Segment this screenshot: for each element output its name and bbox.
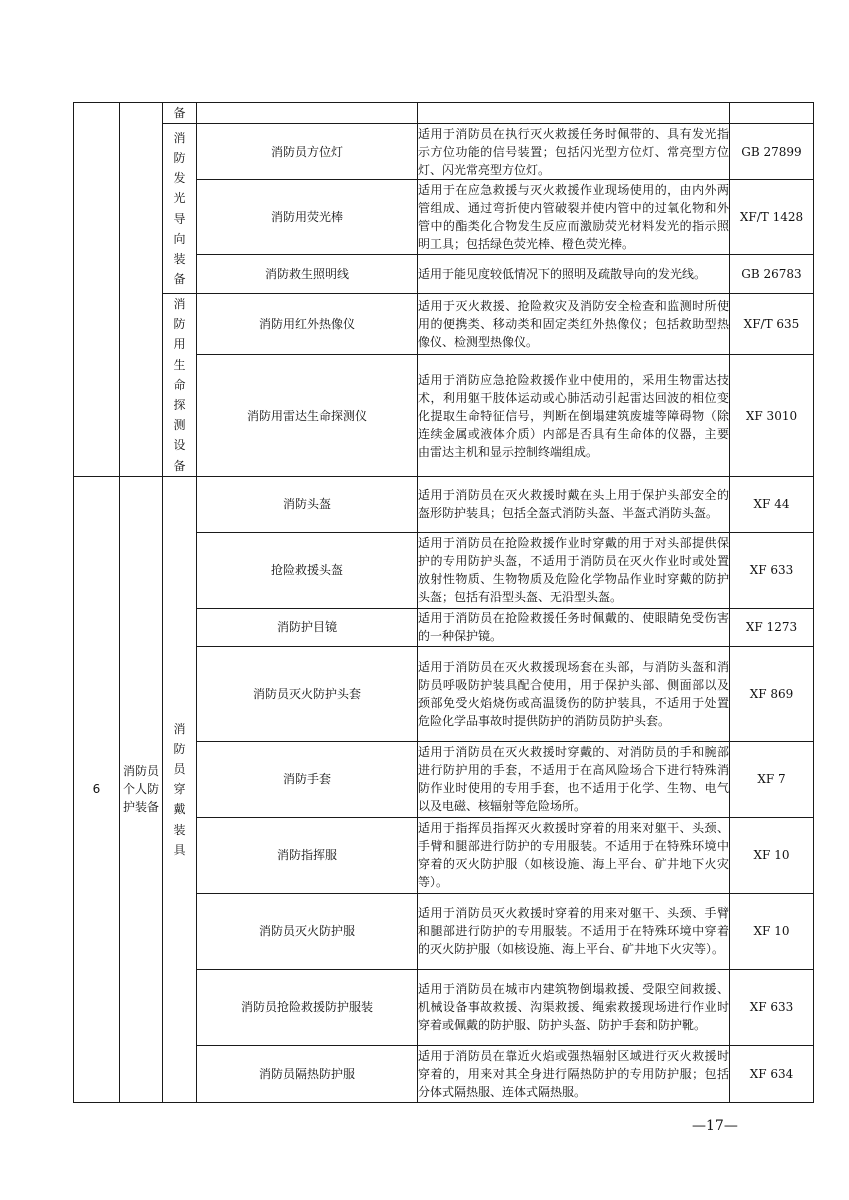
item-name: 消防护目镜	[197, 608, 418, 646]
item-name: 消防头盔	[197, 476, 418, 532]
standard-code: GB 27899	[730, 124, 814, 180]
item-name: 消防救生照明线	[197, 255, 418, 294]
item-name: 消防手套	[197, 741, 418, 817]
item-description: 适用于消防员在执行灭火救援任务时佩带的、具有发光指示方位功能的信号装置；包括闪光型方位灯、常亮型方位灯、闪光常亮型方位灯。	[418, 124, 730, 180]
subcategory-fragment: 备	[163, 103, 197, 124]
item-name: 抢险救援头盔	[197, 532, 418, 608]
item-description: 适用于消防员在灭火救援时穿戴的、对消防员的手和腕部进行防护用的手套，不适用于在高风险场合下进行特殊消防作业时使用的专用手套，也不适用于化学、生物、电气以及电磁、核辐射等危险场所。	[418, 741, 730, 817]
item-description: 适用于消防员在城市内建筑物倒塌救援、受限空间救援、机械设备事故救援、沟渠救援、绳索救援现场进行作业时穿着或佩戴的防护服、防护头盔、防护手套和防护靴。	[418, 969, 730, 1045]
item-description: 适用于在应急救援与灭火救援作业现场使用的，由内外两管组成、通过弯折使内管破裂并使内管中的过氧化物和外管中的酯类化合物发生反应而激励荧光材料发光的指示照明工具；包括绿色荧光棒、橙色荧光棒。	[418, 180, 730, 255]
item-name: 消防员抢险救援防护服装	[197, 969, 418, 1045]
standard-code: XF/T 1428	[730, 180, 814, 255]
item-description: 适用于消防员灭火救援时穿着的用来对躯干、头颈、手臂和腿部进行防护的专用服装。不适用于在特殊环境中穿着的灭火防护服（如核设施、海上平台、矿井地下火灾等）。	[418, 893, 730, 969]
item-description: 适用于消防员在抢险救援作业时穿戴的用于对头部提供保护的专用防护头盔，不适用于消防员在灭火作业时或处置放射性物质、生物物质及危险化学物品作业时穿戴的防护头盔；包括有沿型头盔、无沿型头盔。	[418, 532, 730, 608]
section-number: 6	[74, 476, 120, 1102]
standard-code: XF 1273	[730, 608, 814, 646]
standard-code: XF 633	[730, 969, 814, 1045]
subcategory-cell: 消防发光导向装备	[163, 124, 197, 294]
table-row	[74, 124, 814, 180]
table-row	[74, 476, 814, 532]
item-description: 适用于消防应急抢险救援作业中使用的，采用生物雷达技术，利用躯干肢体运动或心肺活动引起雷达回波的相位变化提取生命特征信号，判断在倒塌建筑废墟等障碍物（除连续金属或液体介质）内部是否具有生命体的仪器，主要由雷达主机和显示控制终端组成。	[418, 355, 730, 477]
empty-cell	[730, 103, 814, 124]
standard-code: XF 10	[730, 893, 814, 969]
item-name: 消防用雷达生命探测仪	[197, 355, 418, 477]
standard-code: XF 869	[730, 646, 814, 741]
equipment-standards-table	[73, 102, 814, 1103]
item-name: 消防员灭火防护服	[197, 893, 418, 969]
standard-code: XF/T 635	[730, 294, 814, 355]
category-cell-blank	[120, 103, 163, 477]
standard-code: XF 7	[730, 741, 814, 817]
item-name: 消防用荧光棒	[197, 180, 418, 255]
standard-code: XF 10	[730, 817, 814, 893]
subcategory-cell: 消防用生命探测设备	[163, 294, 197, 477]
standard-code: XF 634	[730, 1045, 814, 1102]
standard-code: XF 633	[730, 532, 814, 608]
empty-cell	[418, 103, 730, 124]
empty-cell	[197, 103, 418, 124]
item-description: 适用于消防员在靠近火焰或强热辐射区域进行灭火救援时穿着的，用来对其全身进行隔热防护的专用防护服；包括分体式隔热服、连体式隔热服。	[418, 1045, 730, 1102]
page-number: —17—	[692, 1118, 738, 1134]
item-description: 适用于指挥员指挥灭火救援时穿着的用来对躯干、头颈、手臂和腿部进行防护的专用服装。不适用于在特殊环境中穿着的灭火防护服（如核设施、海上平台、矿井地下火灾等）。	[418, 817, 730, 893]
standard-code: XF 3010	[730, 355, 814, 477]
item-name: 消防员隔热防护服	[197, 1045, 418, 1102]
item-description: 适用于消防员在灭火救援现场套在头部，与消防头盔和消防员呼吸防护装具配合使用，用于保护头部、侧面部以及颈部免受火焰烧伤或高温烫伤的防护装具，不适用于处置危险化学品事故时提供防护的消防员防护头套。	[418, 646, 730, 741]
item-description: 适用于消防员在灭火救援时戴在头上用于保护头部安全的盔形防护装具；包括全盔式消防头盔、半盔式消防头盔。	[418, 476, 730, 532]
item-name: 消防员灭火防护头套	[197, 646, 418, 741]
standard-code: GB 26783	[730, 255, 814, 294]
table-row	[74, 103, 814, 124]
category-cell: 消防员个人防护装备	[120, 476, 163, 1102]
item-description: 适用于消防员在抢险救援任务时佩戴的、使眼睛免受伤害的一种保护镜。	[418, 608, 730, 646]
item-description: 适用于灭火救援、抢险救灾及消防安全检查和监测时所使用的便携类、移动类和固定类红外热像仪；包括救助型热像仪、检测型热像仪。	[418, 294, 730, 355]
table-row	[74, 294, 814, 355]
item-name: 消防用红外热像仪	[197, 294, 418, 355]
subcategory-cell: 消防员穿戴装具	[163, 476, 197, 1102]
item-name: 消防员方位灯	[197, 124, 418, 180]
item-description: 适用于能见度较低情况下的照明及疏散导向的发光线。	[418, 255, 730, 294]
item-name: 消防指挥服	[197, 817, 418, 893]
standard-code: XF 44	[730, 476, 814, 532]
number-cell-blank	[74, 103, 120, 477]
